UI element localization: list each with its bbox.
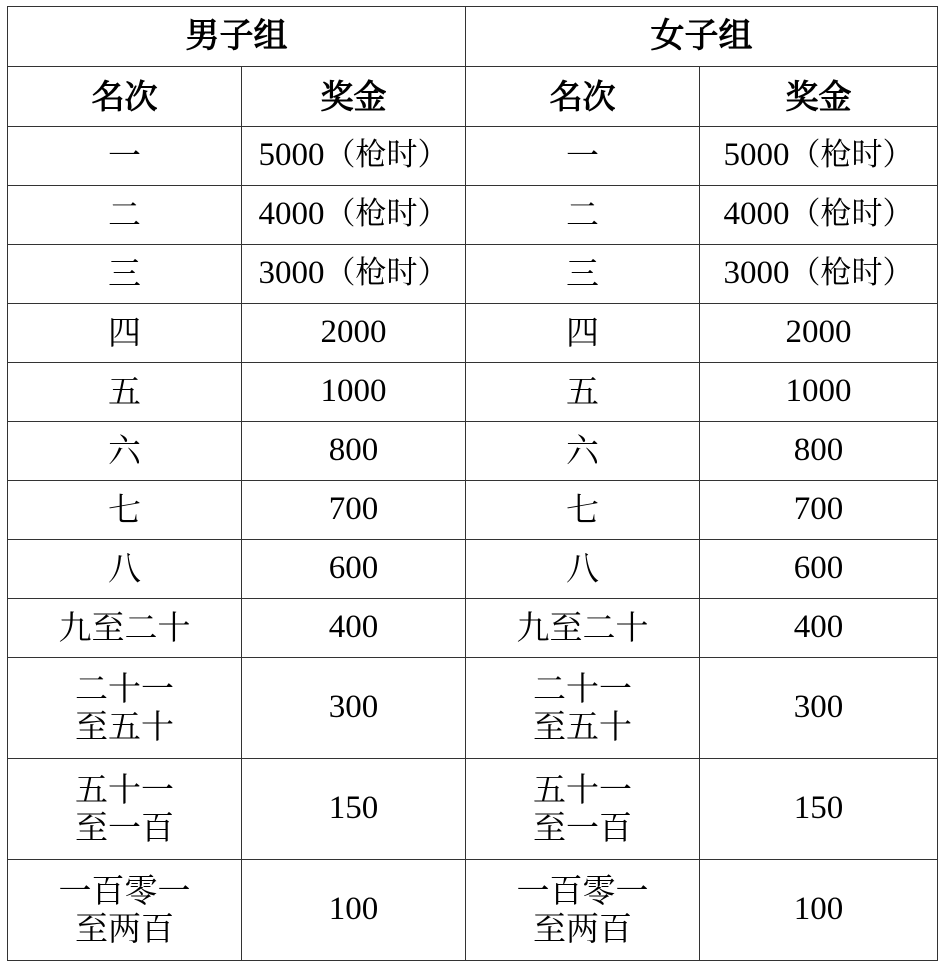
rank-text-line2: 至一百 — [533, 808, 632, 847]
rank-text: 八 — [108, 549, 141, 589]
rank-text: 二 — [566, 195, 599, 235]
prize-amount: 1000 — [785, 373, 852, 410]
men-rank-header: 名次 — [8, 67, 242, 127]
rank-text-line2: 至两百 — [533, 909, 632, 948]
men-rank-cell — [8, 658, 242, 759]
prize-amount: 3000 — [258, 255, 325, 292]
women-group-header: 女子组 — [466, 7, 938, 67]
prize-amount: 300 — [793, 689, 844, 726]
rank-text: 一 — [108, 136, 141, 176]
women-rank-cell — [466, 759, 700, 860]
men-prize-cell — [242, 860, 466, 961]
women-prize-cell — [700, 245, 938, 304]
rank-text: 五十一 — [75, 770, 174, 810]
women-prize-header: 奖金 — [700, 67, 938, 127]
women-rank-cell — [466, 186, 700, 245]
prize-amount: 150 — [328, 790, 379, 827]
men-rank-cell — [8, 481, 242, 540]
prize-amount: 2000 — [785, 314, 852, 351]
women-rank-cell — [466, 481, 700, 540]
women-rank-cell — [466, 304, 700, 363]
prize-amount: 700 — [328, 491, 379, 528]
prize-amount: 300 — [328, 689, 379, 726]
prize-amount: 150 — [793, 790, 844, 827]
prize-amount: 400 — [793, 609, 844, 646]
women-rank-cell — [466, 363, 700, 422]
rank-text-line2: 至五十 — [533, 707, 632, 746]
group-header-row — [8, 7, 938, 67]
men-prize-cell — [242, 127, 466, 186]
men-prize-cell — [242, 759, 466, 860]
prize-amount: 4000 — [258, 196, 325, 233]
prize-amount: 800 — [328, 432, 379, 469]
prize-note: （枪时） — [789, 255, 914, 292]
table-row — [8, 186, 938, 245]
table-row — [8, 245, 938, 304]
rank-text: 一 — [566, 136, 599, 176]
women-prize-cell — [700, 422, 938, 481]
prize-amount: 2000 — [320, 314, 387, 351]
men-rank-cell — [8, 540, 242, 599]
rank-text: 六 — [108, 431, 141, 471]
men-prize-cell — [242, 599, 466, 658]
rank-text: 二十一 — [533, 669, 632, 709]
men-prize-cell — [242, 540, 466, 599]
table-row — [8, 481, 938, 540]
rank-text: 六 — [566, 431, 599, 471]
rank-text: 二 — [108, 195, 141, 235]
prize-amount: 5000 — [258, 137, 325, 174]
women-rank-cell — [466, 422, 700, 481]
prize-amount: 400 — [328, 609, 379, 646]
rank-text-line2: 至两百 — [75, 909, 174, 948]
women-prize-cell — [700, 304, 938, 363]
men-prize-cell — [242, 481, 466, 540]
rank-text: 五 — [566, 372, 599, 412]
women-rank-cell — [466, 127, 700, 186]
table-row — [8, 304, 938, 363]
women-prize-cell — [700, 127, 938, 186]
women-rank-cell — [466, 540, 700, 599]
rank-text: 一百零一 — [58, 871, 191, 911]
women-rank-cell — [466, 658, 700, 759]
table-row — [8, 658, 938, 759]
table-row — [8, 759, 938, 860]
rank-text: 九至二十 — [58, 608, 191, 648]
men-rank-cell — [8, 759, 242, 860]
column-header-row — [8, 67, 938, 127]
prize-table-body — [8, 7, 938, 961]
women-rank-header: 名次 — [466, 67, 700, 127]
prize-amount: 100 — [328, 891, 379, 928]
rank-text: 五十一 — [533, 770, 632, 810]
women-prize-cell — [700, 599, 938, 658]
men-prize-header: 奖金 — [242, 67, 466, 127]
men-prize-cell — [242, 658, 466, 759]
prize-amount: 100 — [793, 891, 844, 928]
prize-amount: 4000 — [723, 196, 790, 233]
prize-note: （枪时） — [789, 137, 914, 174]
prize-amount: 3000 — [723, 255, 790, 292]
rank-text: 九至二十 — [516, 608, 649, 648]
prize-note: （枪时） — [324, 196, 449, 233]
women-prize-cell — [700, 540, 938, 599]
women-prize-cell — [700, 186, 938, 245]
prize-amount: 600 — [328, 550, 379, 587]
prize-amount: 600 — [793, 550, 844, 587]
men-prize-cell — [242, 186, 466, 245]
women-rank-cell — [466, 860, 700, 961]
women-prize-cell — [700, 658, 938, 759]
table-row — [8, 599, 938, 658]
men-rank-cell — [8, 860, 242, 961]
rank-text: 二十一 — [75, 669, 174, 709]
prize-amount: 700 — [793, 491, 844, 528]
men-rank-cell — [8, 422, 242, 481]
rank-text: 一百零一 — [516, 871, 649, 911]
rank-text: 四 — [108, 313, 141, 353]
rank-text: 五 — [108, 372, 141, 412]
table-row — [8, 860, 938, 961]
prize-amount: 5000 — [723, 137, 790, 174]
women-rank-cell — [466, 599, 700, 658]
rank-text-line2: 至一百 — [75, 808, 174, 847]
prize-amount: 800 — [793, 432, 844, 469]
women-prize-cell — [700, 759, 938, 860]
table-row — [8, 540, 938, 599]
table-row — [8, 363, 938, 422]
prize-amount: 1000 — [320, 373, 387, 410]
men-prize-cell — [242, 422, 466, 481]
rank-text: 三 — [566, 254, 599, 294]
men-rank-cell — [8, 245, 242, 304]
men-rank-cell — [8, 127, 242, 186]
women-prize-cell — [700, 860, 938, 961]
men-prize-cell — [242, 245, 466, 304]
rank-text: 四 — [566, 313, 599, 353]
rank-text: 三 — [108, 254, 141, 294]
men-rank-cell — [8, 304, 242, 363]
rank-text: 七 — [566, 490, 599, 530]
rank-text: 七 — [108, 490, 141, 530]
table-row — [8, 127, 938, 186]
prize-table — [7, 6, 938, 961]
table-row — [8, 422, 938, 481]
men-rank-cell — [8, 599, 242, 658]
women-prize-cell — [700, 363, 938, 422]
men-rank-cell — [8, 186, 242, 245]
rank-text-line2: 至五十 — [75, 707, 174, 746]
men-prize-cell — [242, 304, 466, 363]
prize-note: （枪时） — [324, 137, 449, 174]
men-rank-cell — [8, 363, 242, 422]
women-prize-cell — [700, 481, 938, 540]
rank-text: 八 — [566, 549, 599, 589]
men-prize-cell — [242, 363, 466, 422]
prize-note: （枪时） — [789, 196, 914, 233]
women-rank-cell — [466, 245, 700, 304]
men-group-header: 男子组 — [8, 7, 466, 67]
prize-note: （枪时） — [324, 255, 449, 292]
